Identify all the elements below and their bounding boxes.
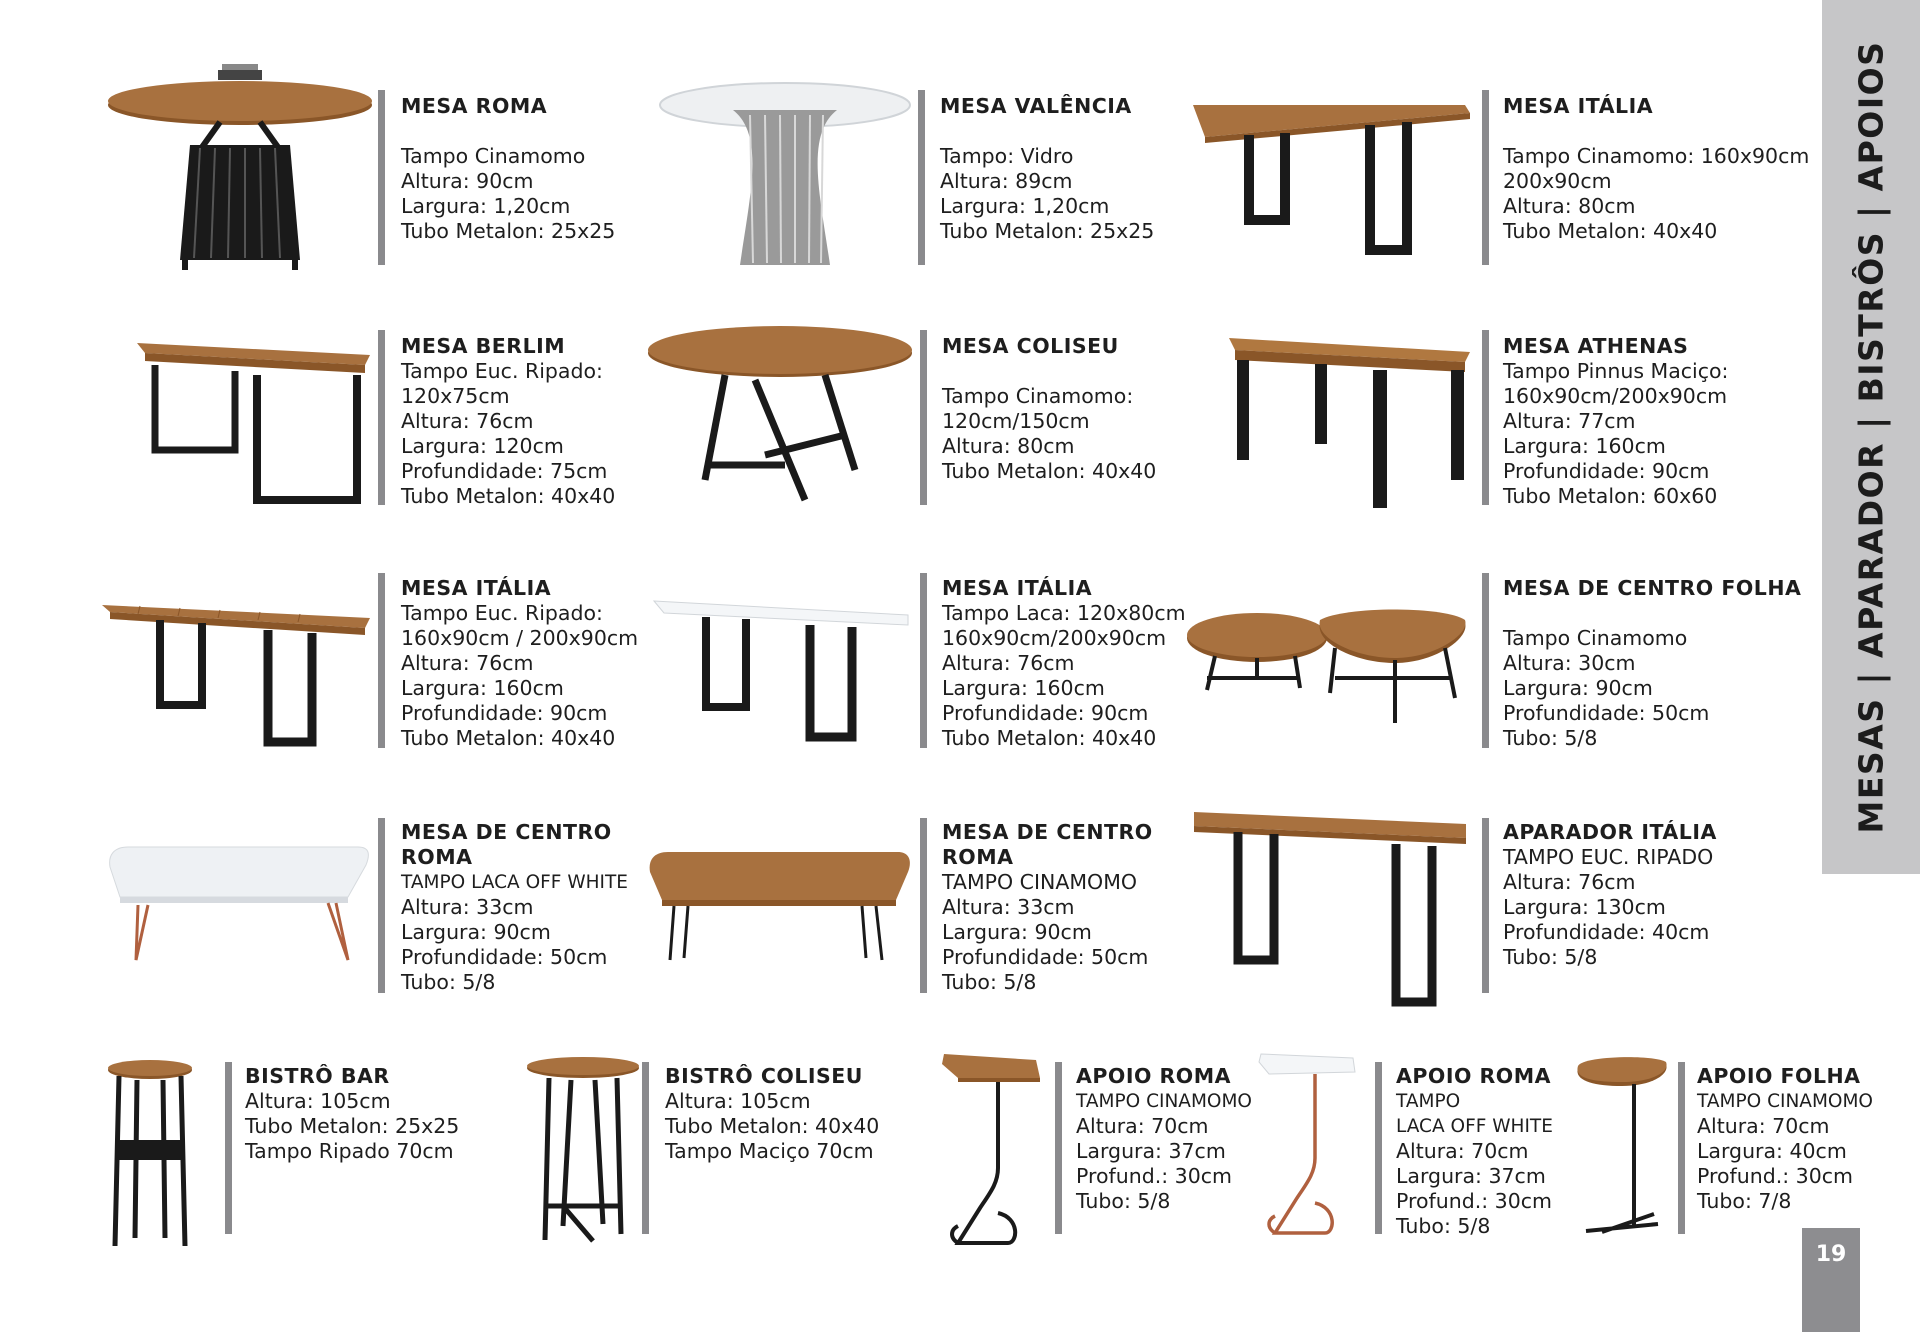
divider-bar: [920, 818, 927, 993]
product-mesa-centro-roma-laca: [401, 820, 628, 995]
product-bistro-bar: [245, 1064, 459, 1164]
product-spec: 160x90cm / 200x90cm: [401, 626, 639, 650]
product-spec: 200x90cm: [1503, 169, 1612, 193]
product-spec: Altura: 76cm: [401, 409, 534, 433]
product-spec: Profundidade: 90cm: [1503, 459, 1710, 483]
divider-bar: [1055, 1062, 1062, 1234]
product-title: MESA ITÁLIA: [1503, 94, 1654, 118]
product-spec: Altura: 90cm: [401, 169, 534, 193]
mesa-centro-folha-image: [1185, 608, 1470, 728]
product-spec: Largura: 160cm: [1503, 434, 1666, 458]
product-spec: Tubo: 5/8: [1076, 1189, 1171, 1213]
product-spec: Altura: 76cm: [942, 651, 1075, 675]
section-title: [1822, 0, 1920, 874]
product-spec: Tubo: 5/8: [401, 970, 496, 994]
product-title: MESA VALÊNCIA: [940, 94, 1132, 118]
page-number-box: [1802, 1228, 1860, 1332]
product-spec: Profundidade: 50cm: [1503, 701, 1710, 725]
product-title: APOIO ROMA: [1076, 1064, 1231, 1088]
product-spec: Tubo Metalon: 40x40: [401, 484, 616, 508]
product-spec: TAMPO EUC. RIPADO: [1503, 845, 1714, 869]
product-mesa-italia: [1503, 94, 1809, 244]
bistro-bar-image: [105, 1058, 195, 1250]
product-spec: Largura: 1,20cm: [401, 194, 571, 218]
product-title: APOIO ROMA: [1396, 1064, 1551, 1088]
product-spec: Tampo Euc. Ripado:: [401, 359, 603, 383]
product-title: BISTRÔ COLISEU: [665, 1064, 863, 1088]
product-title: MESA ITÁLIA: [942, 576, 1093, 600]
product-spec: Tubo Metalon: 25x25: [245, 1114, 460, 1138]
product-spec: 120cm/150cm: [942, 409, 1090, 433]
product-spec: Tubo Metalon: 40x40: [401, 726, 616, 750]
product-spec: Altura: 77cm: [1503, 409, 1636, 433]
product-spec: Tubo Metalon: 40x40: [1503, 219, 1718, 243]
product-spec: Largura: 160cm: [401, 676, 564, 700]
product-spec: Altura: 105cm: [665, 1089, 811, 1113]
product-spec: Largura: 90cm: [401, 920, 551, 944]
product-spec: Largura: 90cm: [942, 920, 1092, 944]
product-spec: Profund.: 30cm: [1076, 1164, 1233, 1188]
divider-bar: [1482, 90, 1489, 265]
product-spec: Tampo Cinamomo: [401, 144, 586, 168]
mesa-roma-image: [100, 60, 380, 275]
divider-bar: [378, 573, 385, 748]
product-spec: Largura: 90cm: [1503, 676, 1653, 700]
product-spec: Profundidade: 40cm: [1503, 920, 1710, 944]
product-mesa-centro-folha: [1503, 576, 1801, 751]
product-spec: Largura: 130cm: [1503, 895, 1666, 919]
product-spec: Tubo Metalon: 25x25: [940, 219, 1155, 243]
aparador-italia-image: [1190, 810, 1470, 1010]
product-aparador-italia: [1503, 820, 1717, 970]
product-apoio-folha: [1697, 1064, 1873, 1214]
product-mesa-berlim: [401, 334, 615, 509]
product-spec: Tubo Metalon: 60x60: [1503, 484, 1718, 508]
product-title: MESA ITÁLIA: [401, 576, 552, 600]
section-title-label: MESAS | APARADOR | BISTRÔS | APOIOS: [1851, 40, 1891, 834]
product-spec: Altura: 76cm: [1503, 870, 1636, 894]
mesa-italia-ripado-image: [100, 590, 375, 750]
product-spec: Profund.: 30cm: [1697, 1164, 1854, 1188]
product-title: MESA DE CENTRO: [942, 820, 1153, 844]
product-spec: 160x90cm/200x90cm: [1503, 384, 1728, 408]
apoio-roma-cinamomo-image: [938, 1048, 1048, 1248]
product-spec: Altura: 76cm: [401, 651, 534, 675]
product-spec: Tubo Metalon: 40x40: [665, 1114, 880, 1138]
divider-bar: [920, 573, 927, 748]
product-spec: LACA OFF WHITE: [1396, 1116, 1553, 1137]
mesa-athenas-image: [1225, 330, 1475, 515]
product-mesa-valencia: [940, 94, 1154, 244]
product-title: MESA DE CENTRO FOLHA: [1503, 576, 1802, 600]
product-spec: Largura: 37cm: [1076, 1139, 1226, 1163]
product-title: MESA ROMA: [401, 94, 548, 118]
product-spec: Tampo Ripado 70cm: [245, 1139, 454, 1163]
mesa-valencia-image: [655, 75, 915, 275]
divider-bar: [642, 1062, 649, 1234]
product-spec: Profundidade: 50cm: [942, 945, 1149, 969]
product-spec: TAMPO CINAMOMO: [1076, 1091, 1252, 1112]
product-title: BISTRÔ BAR: [245, 1064, 390, 1088]
product-mesa-italia-ripado: [401, 576, 638, 751]
product-spec: Largura: 120cm: [401, 434, 564, 458]
divider-bar: [225, 1062, 232, 1234]
product-mesa-italia-laca: [942, 576, 1186, 751]
product-spec: 160x90cm/200x90cm: [942, 626, 1167, 650]
divider-bar: [378, 330, 385, 505]
product-spec: Altura: 33cm: [942, 895, 1075, 919]
product-spec: Altura: 70cm: [1697, 1114, 1830, 1138]
product-spec: Altura: 30cm: [1503, 651, 1636, 675]
product-mesa-coliseu: [942, 334, 1156, 484]
product-spec: Tubo Metalon: 40x40: [942, 726, 1157, 750]
page-number: 19: [1815, 1242, 1847, 1267]
product-title: APARADOR ITÁLIA: [1503, 820, 1717, 844]
product-spec: Profundidade: 90cm: [942, 701, 1149, 725]
product-spec: Tubo Metalon: 40x40: [942, 459, 1157, 483]
product-spec: Altura: 80cm: [942, 434, 1075, 458]
product-spec: Profundidade: 75cm: [401, 459, 608, 483]
product-spec: Tubo: 5/8: [1503, 945, 1598, 969]
divider-bar: [918, 90, 925, 265]
mesa-coliseu-image: [645, 325, 915, 510]
product-title: MESA ATHENAS: [1503, 334, 1689, 358]
product-spec: 120x75cm: [401, 384, 510, 408]
divider-bar: [378, 90, 385, 265]
product-spec: Altura: 105cm: [245, 1089, 391, 1113]
product-title: ROMA: [401, 845, 473, 869]
product-spec: TAMPO CINAMOMO: [942, 870, 1138, 894]
mesa-berlim-image: [135, 335, 375, 510]
product-spec: Largura: 37cm: [1396, 1164, 1546, 1188]
product-spec: Tampo Cinamomo: 160x90cm: [1503, 144, 1810, 168]
product-spec: Tampo Pinnus Maciço:: [1503, 359, 1729, 383]
product-mesa-athenas: [1503, 334, 1728, 509]
product-spec: Largura: 40cm: [1697, 1139, 1847, 1163]
mesa-italia-laca-image: [650, 595, 915, 745]
product-spec: Profundidade: 90cm: [401, 701, 608, 725]
product-apoio-roma-laca: [1396, 1064, 1553, 1239]
product-spec: Profundidade: 50cm: [401, 945, 608, 969]
product-spec: TAMPO CINAMOMO: [1697, 1091, 1873, 1112]
divider-bar: [1482, 573, 1489, 748]
product-spec: Tampo Laca: 120x80cm: [942, 601, 1186, 625]
product-spec: Tampo Cinamomo:: [942, 384, 1134, 408]
product-spec: Profund.: 30cm: [1396, 1189, 1553, 1213]
product-spec: Tampo Cinamomo: [1503, 626, 1688, 650]
product-spec: Tubo: 7/8: [1697, 1189, 1792, 1213]
divider-bar: [920, 330, 927, 505]
product-spec: TAMPO LACA OFF WHITE: [401, 872, 628, 893]
product-spec: Altura: 89cm: [940, 169, 1073, 193]
product-mesa-centro-roma-cinamomo: [942, 820, 1153, 995]
product-spec: Tampo: Vidro: [940, 144, 1074, 168]
product-mesa-roma: [401, 94, 615, 244]
divider-bar: [1678, 1062, 1685, 1234]
product-title: APOIO FOLHA: [1697, 1064, 1861, 1088]
product-spec: Altura: 70cm: [1076, 1114, 1209, 1138]
bistro-coliseu-image: [523, 1056, 643, 1246]
product-spec: Tubo: 5/8: [942, 970, 1037, 994]
product-spec: TAMPO: [1396, 1091, 1461, 1112]
product-title: ROMA: [942, 845, 1014, 869]
product-apoio-roma-cinamomo: [1076, 1064, 1252, 1214]
product-spec: Altura: 70cm: [1396, 1139, 1529, 1163]
product-spec: Tubo: 5/8: [1396, 1214, 1491, 1238]
divider-bar: [1482, 818, 1489, 993]
product-title: MESA DE CENTRO: [401, 820, 612, 844]
mesa-italia-image: [1185, 95, 1475, 265]
product-spec: Largura: 1,20cm: [940, 194, 1110, 218]
product-title: MESA COLISEU: [942, 334, 1119, 358]
mesa-centro-roma-laca-image: [108, 845, 373, 965]
product-spec: Tampo Maciço 70cm: [665, 1139, 874, 1163]
apoio-folha-image: [1572, 1056, 1672, 1241]
mesa-centro-roma-cinamomo-image: [648, 850, 913, 965]
product-spec: Tubo: 5/8: [1503, 726, 1598, 750]
product-title: MESA BERLIM: [401, 334, 566, 358]
product-spec: Largura: 160cm: [942, 676, 1105, 700]
divider-bar: [1375, 1062, 1382, 1234]
apoio-roma-laca-image: [1255, 1048, 1360, 1238]
product-spec: Altura: 33cm: [401, 895, 534, 919]
product-spec: Tampo Euc. Ripado:: [401, 601, 603, 625]
divider-bar: [1482, 330, 1489, 505]
divider-bar: [378, 818, 385, 993]
product-spec: Tubo Metalon: 25x25: [401, 219, 616, 243]
product-bistro-coliseu: [665, 1064, 879, 1164]
product-spec: Altura: 80cm: [1503, 194, 1636, 218]
